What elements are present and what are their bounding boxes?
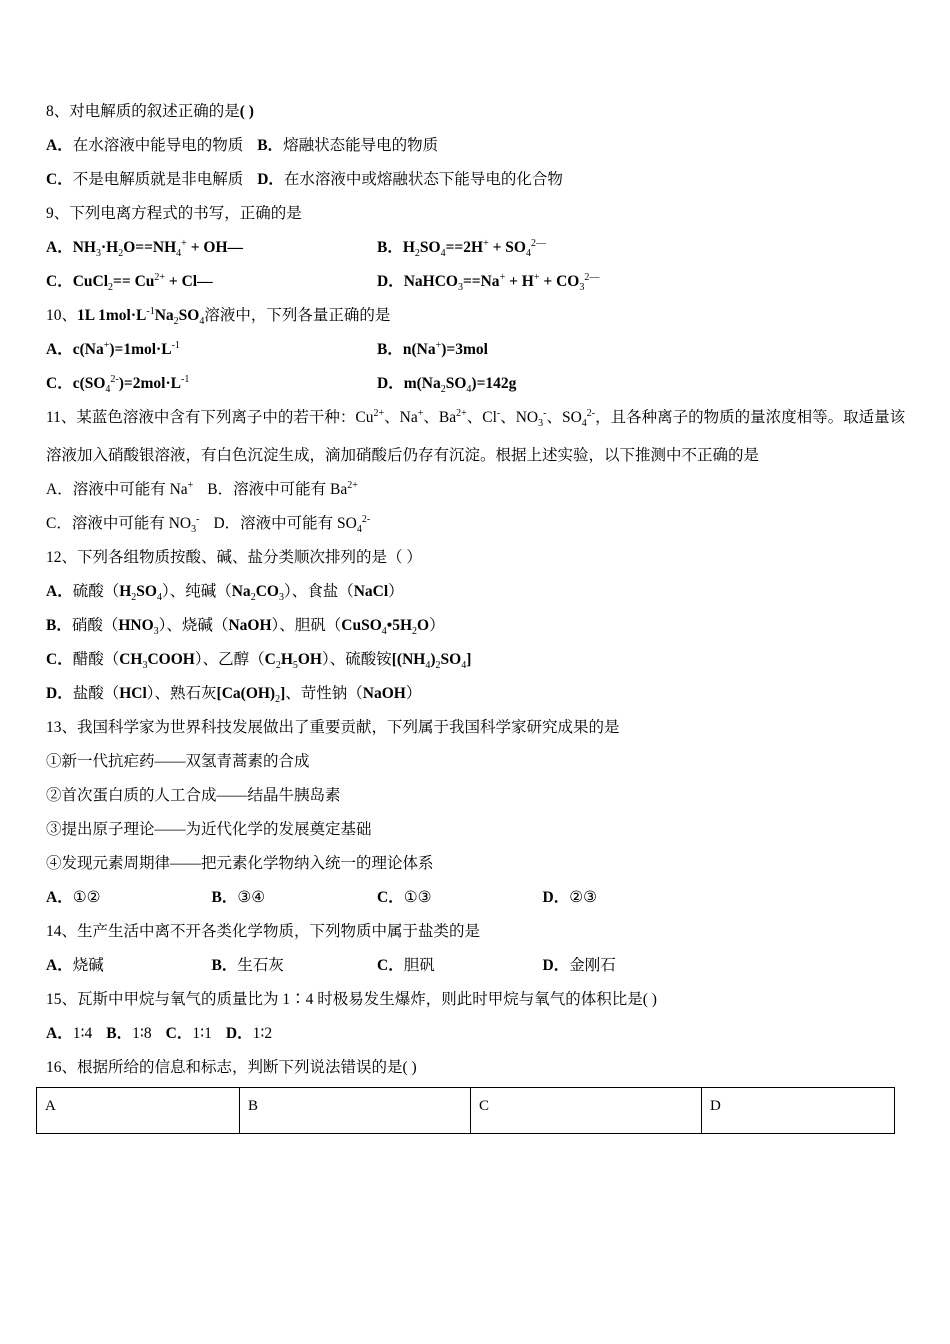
superscript: 2+ (456, 407, 467, 419)
answer-option[interactable] (543, 955, 709, 977)
options-row (46, 513, 916, 547)
subscript: 4 (176, 248, 182, 260)
answer-option[interactable] (46, 271, 377, 293)
text-run: ） (429, 617, 445, 634)
bold-run: C． (46, 375, 73, 392)
subscript: 3 (579, 282, 585, 294)
answer-option[interactable] (226, 1023, 272, 1045)
text-run: 、Ba (423, 409, 457, 426)
text-run: 14、生产生活中离不开各类化学物质，下列物质中属于盐类的是 (46, 923, 481, 940)
text-run: ，且各种离子的物质的量浓度相等。取适量该 (595, 409, 906, 426)
question-text (46, 1057, 916, 1091)
bold-run: [Ca(OH) (216, 685, 276, 702)
options-row (46, 237, 916, 271)
options-row (46, 479, 916, 513)
bold-run: D． (542, 957, 570, 974)
superscript: 2- (361, 513, 371, 525)
subscript: 3 (95, 248, 101, 260)
question-text (46, 785, 916, 819)
bold-run: B． (211, 889, 238, 906)
bold-run: B． (46, 617, 72, 634)
answer-option[interactable] (377, 887, 543, 909)
subscript: 3 (153, 626, 159, 638)
answer-option[interactable] (377, 339, 708, 361)
answer-option[interactable] (377, 955, 543, 977)
answer-option[interactable] (106, 1023, 151, 1045)
bold-run: HCl (119, 685, 147, 702)
superscript: 2— (584, 271, 600, 283)
bold-run: ·H (100, 239, 119, 256)
question-q15 (46, 989, 916, 1057)
subscript: 3 (538, 418, 544, 430)
superscript: 2+ (154, 271, 166, 283)
options-row (46, 135, 916, 169)
subscript: 3 (278, 592, 284, 604)
bold-run: D． (225, 1025, 253, 1042)
question-q8 (46, 101, 916, 203)
bold-run: O (417, 617, 430, 634)
question-text (46, 989, 916, 1023)
superscript: 2+ (373, 407, 385, 419)
subscript: 2 (275, 694, 281, 706)
answer-option[interactable] (207, 479, 358, 501)
bold-run: H (119, 583, 132, 600)
answer-option[interactable] (46, 373, 377, 395)
bold-run: + SO (488, 239, 526, 256)
subscript: 2 (412, 626, 417, 638)
answer-option[interactable] (257, 169, 563, 191)
table-cell-b: B (240, 1088, 471, 1134)
bold-run: B． (257, 137, 284, 154)
bold-run: + Cl— (165, 273, 213, 290)
text-run: 、NO (500, 409, 539, 426)
bold-run: NH (72, 239, 96, 256)
question-document (46, 101, 916, 1091)
subscript: 4 (105, 384, 111, 396)
answer-option[interactable] (377, 237, 708, 259)
superscript: + (187, 479, 194, 491)
bold-run: B． (377, 239, 403, 256)
text-run: 10、 (46, 307, 78, 324)
bold-run: ==Na (462, 273, 500, 290)
text-run: 15、瓦斯中甲烷与氧气的质量比为 1∶4 时极易发生爆炸，则此时甲烷与氧气的体积比是( ) (46, 991, 657, 1008)
subscript: 4 (425, 660, 431, 672)
bold-run: ) (430, 651, 436, 668)
text-run: 硝酸（ (71, 617, 119, 634)
text-run: 1∶4 (72, 1025, 93, 1042)
options-row (46, 169, 916, 203)
bold-run: COOH (147, 651, 195, 668)
bold-run: NaHCO (403, 273, 458, 290)
bold-run: Na (231, 583, 251, 600)
bold-run: B． (211, 957, 238, 974)
bold-run: == Cu (113, 273, 155, 290)
text-run: 硫酸（ (72, 583, 120, 600)
text-run: ）、纯碱（ (161, 583, 232, 600)
text-run: ） (388, 583, 404, 600)
bold-run: CH (119, 651, 143, 668)
bold-run: SO (178, 307, 200, 324)
text-run: ）、乙醇（ (194, 651, 265, 668)
question-text (46, 547, 916, 581)
subscript: 4 (440, 248, 446, 260)
text-run: ①② (72, 889, 101, 906)
bold-run: B． (106, 1025, 133, 1042)
options-row (46, 339, 916, 373)
text-run: 在水溶液中或熔融状态下能导电的化合物 (283, 171, 563, 188)
answer-option[interactable] (212, 887, 378, 909)
text-run: 盐酸（ (72, 685, 120, 702)
subscript: 2 (414, 248, 420, 260)
text-run: A．溶液中可能有 Na (46, 481, 188, 498)
bold-run: 1L 1mol·L (77, 307, 147, 324)
question-q11 (46, 407, 916, 547)
answer-option[interactable] (46, 887, 212, 909)
text-run: 1∶1 (192, 1025, 212, 1042)
superscript: - (543, 407, 547, 419)
text-run: 烧碱 (72, 957, 104, 974)
question-q14 (46, 921, 916, 989)
subscript: 2 (108, 282, 114, 294)
question-text (46, 407, 916, 445)
subscript: 5 (292, 660, 298, 672)
answer-option[interactable] (46, 955, 212, 977)
bold-run: ( ) (239, 103, 254, 120)
bold-run: A． (46, 957, 73, 974)
question-q10 (46, 305, 916, 407)
bold-run: NaOH (228, 617, 272, 634)
subscript: 2 (435, 660, 441, 672)
bold-run: C (264, 651, 276, 668)
text-run: ②③ (569, 889, 597, 906)
question-text (46, 581, 916, 615)
bold-run: [(NH (391, 651, 426, 668)
bold-run: )=1mol·L (109, 341, 172, 358)
bold-run: C． (377, 957, 404, 974)
answer-option[interactable] (543, 887, 709, 909)
bold-run: H (280, 651, 293, 668)
text-run: 12、下列各组物质按酸、碱、盐分类顺次排列的是（ ） (46, 549, 422, 566)
text-run: B．溶液中可能有 Ba (207, 481, 348, 498)
bold-run: OH (297, 651, 322, 668)
answer-option[interactable] (166, 1023, 212, 1045)
subscript: 4 (381, 626, 387, 638)
text-run: 1∶8 (132, 1025, 152, 1042)
options-row (46, 271, 916, 305)
text-run: 醋酸（ (72, 651, 120, 668)
question-text (46, 615, 916, 649)
subscript: 4 (581, 418, 587, 430)
bold-run: )=3mol (441, 341, 488, 358)
text-run: 在水溶液中能导电的物质 (72, 137, 244, 154)
bold-run: C． (46, 651, 73, 668)
bold-run: HNO (118, 617, 154, 634)
bold-run: SO (419, 239, 441, 256)
question-text (46, 305, 916, 339)
text-run: ） (405, 685, 422, 702)
text-run: 熔融状态能导电的物质 (283, 137, 439, 154)
superscript: -1 (146, 305, 155, 317)
text-run: ③④ (237, 889, 266, 906)
text-run: ）、硫酸铵 (322, 651, 392, 668)
text-run: 13、我国科学家为世界科技发展做出了重要贡献，下列属于我国科学家研究成果的是 (46, 719, 620, 736)
bold-run: D． (257, 171, 284, 188)
superscript: + (103, 339, 110, 351)
superscript: -1 (171, 339, 180, 351)
text-run: 16、根据所给的信息和标志，判断下列说法错误的是( ) (46, 1059, 417, 1076)
question-text (46, 819, 916, 853)
table-cell-d: D (702, 1088, 895, 1134)
question-q16 (46, 1057, 916, 1091)
subscript: 2 (250, 592, 256, 604)
text-run: 、SO (546, 409, 582, 426)
bold-run: A． (46, 137, 73, 154)
bold-run: A． (46, 583, 73, 600)
text-run: ①③ (403, 889, 432, 906)
question-q13 (46, 717, 916, 921)
superscript: + (181, 237, 187, 249)
subscript: 4 (199, 316, 205, 328)
subscript: 2 (131, 592, 137, 604)
bold-run: NaCl (353, 583, 389, 600)
bold-run: CuCl (72, 273, 109, 290)
bold-run: + CO (539, 273, 580, 290)
options-row (46, 955, 916, 989)
bold-run: D． (377, 273, 404, 290)
bold-run: B． (377, 341, 403, 358)
superscript: 2+ (347, 479, 358, 491)
text-run: ）、熟石灰 (146, 685, 217, 702)
superscript: + (533, 271, 540, 283)
bold-run: C． (377, 889, 404, 906)
text-run: ②首次蛋白质的人工合成——结晶牛胰岛素 (46, 787, 341, 804)
answer-option[interactable] (213, 513, 370, 535)
bold-run: m(Na (403, 375, 441, 392)
bold-run: )=142g (471, 375, 517, 392)
text-run: 溶液中，下列各量正确的是 (204, 307, 391, 324)
bold-run: CuSO (341, 617, 382, 634)
text-run: ③提出原子理论——为近代化学的发展奠定基础 (46, 821, 372, 838)
question-q12 (46, 547, 916, 717)
table-cell-a: A (37, 1088, 240, 1134)
text-run: ）、食盐（ (283, 583, 354, 600)
answer-option[interactable] (46, 339, 377, 361)
answer-option[interactable] (46, 135, 243, 157)
subscript: 2 (173, 316, 179, 328)
bold-run: A． (46, 341, 73, 358)
question-text (46, 101, 916, 135)
superscript: 2- (110, 373, 119, 385)
answer-option[interactable] (46, 169, 243, 191)
bold-run: C． (46, 273, 73, 290)
question-text (46, 717, 916, 751)
text-run: 金刚石 (569, 957, 616, 974)
bold-run: n(Na (402, 341, 436, 358)
superscript: -1 (181, 373, 190, 385)
answer-option[interactable] (212, 955, 378, 977)
text-run: C．溶液中可能有 NO (46, 515, 192, 532)
question-q9 (46, 203, 916, 305)
superscript: 2- (586, 407, 596, 419)
question-text (46, 203, 916, 237)
bold-run: c(SO (72, 375, 106, 392)
subscript: 2 (118, 248, 124, 260)
question-text (46, 853, 916, 887)
superscript: 2— (530, 237, 546, 249)
text-run: ④发现元素周期律——把元素化学物纳入统一的理论体系 (46, 855, 434, 872)
bold-run: CO (255, 583, 279, 600)
answer-option[interactable] (46, 237, 377, 259)
answer-option[interactable] (377, 373, 708, 395)
bold-run: D． (377, 375, 404, 392)
bold-run: NaOH (362, 685, 406, 702)
options-row (46, 887, 916, 921)
bold-run: A． (46, 239, 73, 256)
bold-run: H (402, 239, 415, 256)
superscript: + (499, 271, 506, 283)
text-run: ）、烧碱（ (158, 617, 229, 634)
superscript: - (496, 407, 501, 419)
subscript: 2 (440, 384, 446, 396)
bold-run: )=2mol·L (118, 375, 181, 392)
subscript: 3 (457, 282, 463, 294)
subscript: 4 (461, 660, 467, 672)
bold-run: A． (46, 889, 73, 906)
q16-options-table (36, 1087, 895, 1134)
text-run: 胆矾 (403, 957, 435, 974)
bold-run: SO (136, 583, 157, 600)
bold-run: + OH— (186, 239, 244, 256)
text-run: 11、某蓝色溶液中含有下列离子中的若干种：Cu (46, 409, 374, 426)
subscript: 4 (356, 524, 362, 536)
question-text (46, 649, 916, 683)
text-run: 、苛性钠（ (285, 685, 363, 702)
bold-run: D． (542, 889, 570, 906)
bold-run: Na (154, 307, 174, 324)
bold-run: A． (46, 1025, 73, 1042)
text-run: D．溶液中可能有 SO (213, 515, 357, 532)
question-text (46, 751, 916, 785)
superscript: - (196, 513, 200, 525)
bold-run: SO (445, 375, 467, 392)
subscript: 2 (275, 660, 281, 672)
text-run: 8、对电解质的叙述正确的是 (46, 103, 240, 120)
subscript: 4 (525, 248, 531, 260)
answer-option[interactable] (46, 1023, 92, 1045)
answer-option[interactable] (377, 271, 708, 293)
bold-run: O==NH (123, 239, 177, 256)
question-text (46, 683, 916, 717)
bold-run: ] (466, 651, 472, 668)
question-text (46, 921, 916, 955)
options-row (46, 373, 916, 407)
text-run: 、Cl (466, 409, 497, 426)
bold-run: ] (280, 685, 286, 702)
bold-run: D． (46, 685, 73, 702)
text-run: 9、下列电离方程式的书写，正确的是 (46, 205, 302, 222)
bold-run: •5H (386, 617, 412, 634)
bold-run: C． (46, 171, 73, 188)
superscript: + (483, 237, 489, 249)
question-text (46, 445, 916, 479)
subscript: 4 (466, 384, 472, 396)
text-run: ①新一代抗疟药——双氢青蒿素的合成 (46, 753, 310, 770)
subscript: 3 (191, 524, 197, 536)
answer-option[interactable] (257, 135, 438, 157)
bold-run: SO (440, 651, 462, 668)
text-run: 生石灰 (237, 957, 284, 974)
bold-run: C． (165, 1025, 193, 1042)
text-run: 不是电解质就是非电解质 (72, 171, 244, 188)
options-row (46, 1023, 916, 1057)
subscript: 4 (156, 592, 162, 604)
subscript: 3 (142, 660, 148, 672)
text-run: 溶液加入硝酸银溶液，有白色沉淀生成，滴加硝酸后仍存有沉淀。根据上述实验，以下推测中不正确的是 (46, 447, 760, 464)
bold-run: + H (505, 273, 534, 290)
answer-option[interactable] (46, 513, 199, 535)
table-cell-c: C (471, 1088, 702, 1134)
bold-run: ==2H (445, 239, 484, 256)
text-run: ）、胆矾（ (271, 617, 342, 634)
bold-run: c(Na (72, 341, 104, 358)
answer-option[interactable] (46, 479, 193, 501)
superscript: + (417, 407, 424, 419)
text-run: 、Na (384, 409, 418, 426)
text-run: 1∶2 (252, 1025, 273, 1042)
superscript: + (435, 339, 442, 351)
